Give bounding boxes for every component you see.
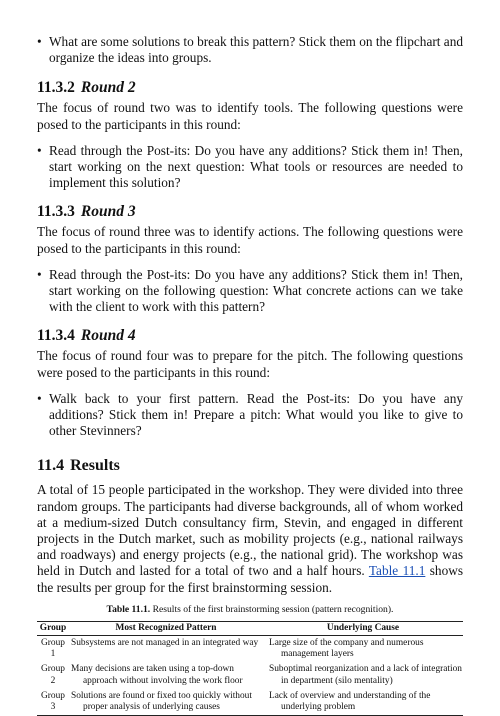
section-heading-round-4 — [37, 327, 463, 345]
group-label: Group — [41, 664, 65, 675]
bullet-round-2 — [37, 143, 463, 192]
pattern-text: Subsystems are not managed in an integrated way — [71, 638, 259, 649]
bullet-dot: • — [37, 390, 42, 406]
header-cause: Underlying Cause — [263, 621, 463, 635]
section-heading-results — [37, 456, 463, 475]
section-title: Results — [70, 457, 120, 475]
bullet-dot: • — [37, 34, 42, 49]
cell-pattern — [69, 662, 263, 688]
results-table — [37, 621, 463, 716]
cause-text: Large size of the company and numerous management layers — [269, 638, 424, 660]
table-header-row — [37, 621, 463, 635]
section-heading-round-2 — [37, 79, 463, 97]
section-number: 11.3.4 — [37, 327, 75, 345]
cell-cause — [263, 662, 463, 688]
bullet-solutions — [37, 34, 463, 66]
table-caption-text: Results of the first brainstorming session (pattern recognition). — [150, 603, 394, 615]
section-heading-round-3 — [37, 203, 463, 221]
table-row — [37, 662, 463, 688]
table-row — [37, 689, 463, 716]
results-paragraph — [37, 482, 463, 595]
bullet-dot: • — [37, 142, 42, 158]
cell-cause — [263, 636, 463, 663]
group-label: Group — [41, 638, 65, 649]
header-group: Group — [37, 621, 69, 635]
section-number: 11.3.3 — [37, 203, 75, 221]
round-2-intro: The focus of round two was to identify tools. The following questions were posed to the participants in this round: — [37, 100, 463, 132]
page-content — [37, 0, 463, 716]
cell-cause — [263, 689, 463, 716]
pattern-text: Many decisions are taken using a top-down approach without involving the work floor — [71, 664, 243, 686]
round-4-intro: The focus of round four was to prepare for the pitch. The following questions were posed to the participants in this round: — [37, 348, 463, 380]
bullet-round-4 — [37, 391, 463, 440]
cause-text: Suboptimal reorganization and a lack of integration in department (silo mentality) — [269, 664, 462, 686]
header-pattern: Most Recognized Pattern — [69, 621, 263, 635]
group-number: 2 — [50, 675, 56, 686]
section-number: 11.4 — [37, 457, 65, 475]
table-reference-link[interactable]: Table 11.1 — [368, 563, 426, 579]
bullet-text: Walk back to your first pattern. Read the Post-its: Do you have any additions? Stick them in! Prepare a pitch: What would you like to give to other Stevinners? — [49, 390, 463, 439]
table-caption-label: Table 11.1. — [106, 603, 151, 615]
bullet-round-3 — [37, 267, 463, 316]
group-label: Group — [41, 690, 65, 701]
section-title: Round 2 — [80, 79, 136, 97]
bullet-text: What are some solutions to break this pattern? Stick them on the flipchart and organize the ideas into groups. — [49, 34, 463, 66]
cell-pattern — [69, 636, 263, 663]
cause-text: Lack of overview and understanding of the underlying problem — [269, 690, 431, 713]
group-number: 1 — [50, 649, 56, 660]
cell-group — [37, 662, 69, 688]
round-3-intro: The focus of round three was to identify actions. The following questions were posed to the participants in this round: — [37, 224, 463, 256]
section-title: Round 4 — [80, 327, 136, 345]
pattern-text: Solutions are found or fixed too quickly without proper analysis of underlying causes — [71, 690, 252, 713]
cell-pattern — [69, 689, 263, 716]
results-text-end: shows the results per group for the first brainstorming session. — [37, 563, 463, 595]
section-title: Round 3 — [80, 203, 136, 221]
table-caption — [37, 604, 463, 616]
cell-group — [37, 689, 69, 716]
bullet-text: Read through the Post-its: Do you have any additions? Stick them in! Then, start working on the next question: What tools or resources are needed to implement this solution? — [49, 142, 463, 191]
section-number: 11.3.2 — [37, 79, 75, 97]
group-number: 3 — [50, 702, 56, 713]
bullet-text: Read through the Post-its: Do you have any additions? Stick them in! Then, start working on the following question: What concrete actions can we take with the client to work with this pattern? — [49, 266, 463, 315]
cell-group — [37, 636, 69, 663]
table-row — [37, 636, 463, 663]
results-text: A total of 15 people participated in the workshop. They were divided into three random groups. The participants had diverse backgrounds, all of whom worked at a medium-sized Dutch consultancy firm, Stevin, and engaged in different projects in the Dutch market, such as mobility projects (e.g., national railways and roadways) and energy projects (e.g., the national grid). The workshop was held in Dutch and lasted for a total of two and a half hours. — [37, 482, 463, 579]
bullet-dot: • — [37, 266, 42, 282]
